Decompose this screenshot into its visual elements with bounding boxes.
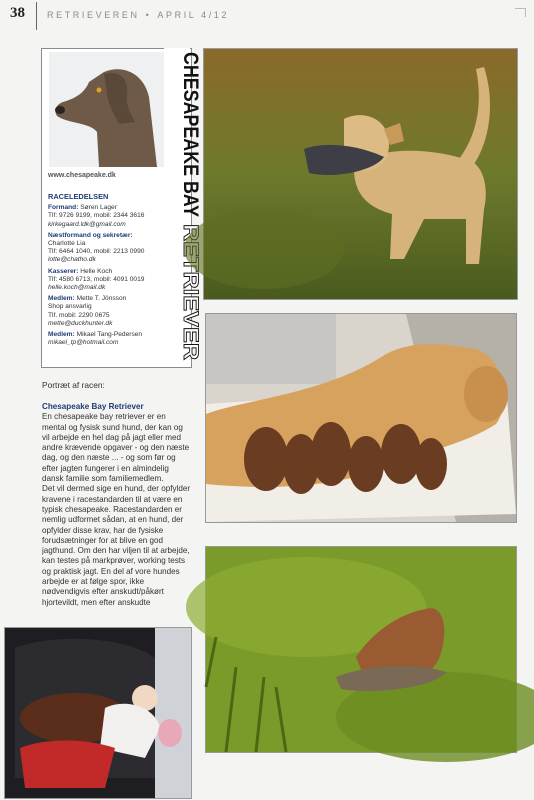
crop-mark (515, 8, 526, 17)
vertical-title-sub: RETRIEVER (179, 224, 202, 345)
committee-heading: RACELEDELSEN (48, 192, 109, 201)
article-paragraph: Det vil dermed sige en hund, der opfylder kravene i racestandarden til at være en typisk chesapeake. Racestandarden er nemlig udformet sådan, at en hund, der opfylder disse krav, har de fysiske forudsætninger for at blive en god jagthund. Om den har viljen til at arbejde, kan testes på markprøver, working tests og praktisk jagt. En del af vore hundes arbejde er at følge spor, ikke nødvendigvis efter anskudt/påkørt hjortevildt, men efter anskudte (42, 484, 191, 607)
member-role: Medlem: (48, 331, 75, 339)
member-email: lotte@chatho.dk (48, 256, 96, 264)
member-email: mette@duckhunter.dk (48, 319, 113, 327)
member-detail: Tlf. mobil: 2290 0675 (48, 311, 110, 319)
member-role-line (48, 232, 163, 240)
header-divider (36, 2, 37, 30)
magazine-name: RETRIEVEREN (47, 10, 140, 20)
photo-dog-retrieving-duck (203, 48, 518, 300)
article-paragraph: En chesapeake bay retriever er en mental og fysisk sund hund, der kan og vil arbejde en hel dag på jagt eller med andre krævende opgaver - og den næste dag, og den næste ... - og som før og efter jagten fungerer i en almindelig dansk familie som familiemedlem. (42, 412, 190, 484)
member-role-line (48, 268, 163, 276)
club-committee (48, 193, 163, 350)
vertical-title-main: CHESAPEAKE BAY (179, 52, 202, 247)
photo-mother-with-puppies (205, 313, 517, 523)
member-role: Næstformand og sekretær: (48, 231, 133, 239)
member-email: kirkegaard.ldk@gmail.com (48, 220, 126, 228)
running-header (47, 10, 229, 20)
committee-member (48, 331, 163, 347)
committee-member (48, 204, 163, 229)
header-dot: • (145, 10, 152, 20)
vertical-title (164, 48, 202, 366)
member-detail: Tlf: 4580 6713, mobil: 4091 0019 (48, 275, 145, 283)
committee-member (48, 232, 163, 265)
page-number: 38 (10, 5, 25, 21)
member-detail: Tlf: 9726 9199, mobil: 2344 3616 (48, 212, 145, 220)
article-intro: Portræt af racen: (42, 380, 105, 390)
member-role-line (48, 295, 163, 303)
member-name: Mikael Tang-Pedersen (76, 331, 143, 339)
member-name: Søren Lager (80, 204, 117, 212)
member-email: helle.koch@mail.dk (48, 284, 106, 292)
photo-dog-in-pond (205, 546, 517, 753)
committee-member (48, 295, 163, 328)
member-role-line (48, 204, 163, 212)
member-role-line (48, 331, 163, 339)
member-name: Helle Koch (80, 267, 113, 275)
committee-member (48, 268, 163, 293)
club-website: www.chesapeake.dk (48, 172, 116, 179)
member-detail: Charlotte Lia (48, 240, 86, 248)
article-body (42, 402, 192, 608)
committee-list (48, 204, 163, 347)
member-role: Medlem: (48, 295, 75, 303)
photo-child-with-dog (4, 627, 192, 799)
member-role: Kasserer: (48, 267, 79, 275)
member-detail: Shop ansvarlig (48, 303, 92, 311)
article-title: Chesapeake Bay Retriever (42, 402, 144, 411)
dog-portrait-photo (49, 52, 164, 167)
member-email: mikael_tp@hotmail.com (48, 339, 119, 347)
issue-label: APRIL 4/12 (157, 10, 230, 20)
member-name: Mette T. Jönsson (76, 295, 127, 303)
member-detail: Tlf: 6464 1040, mobil: 2213 0990 (48, 248, 145, 256)
member-role: Formand: (48, 204, 79, 212)
